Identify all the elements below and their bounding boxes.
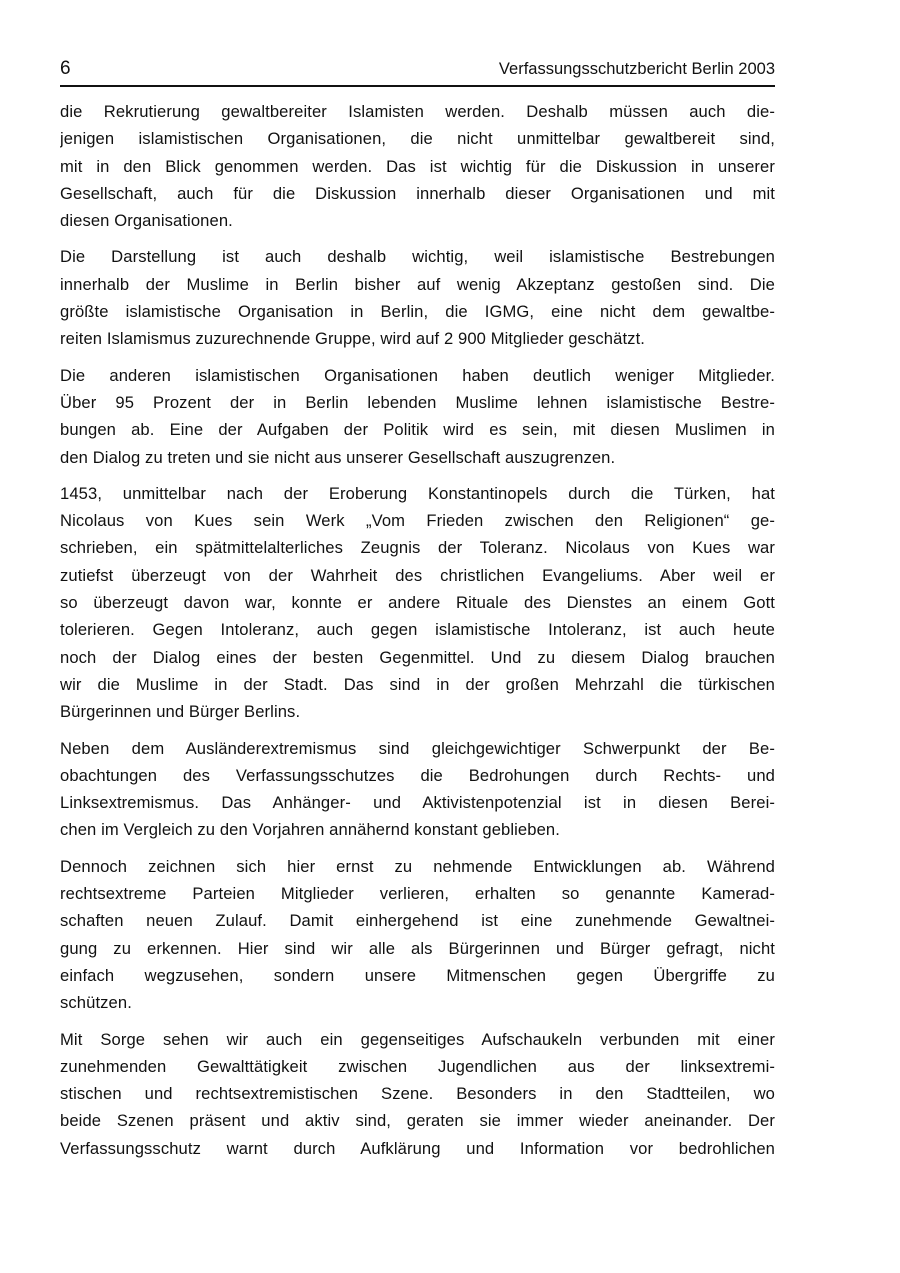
text-line: Mit Sorge sehen wir auch ein gegenseitiges Aufschaukeln verbunden mit einer [60, 1029, 775, 1049]
text-line: Über 95 Prozent der in Berlin lebenden Muslime lehnen islamistische Bestre- [60, 392, 775, 412]
text-line: Nicolaus von Kues sein Werk „Vom Frieden zwischen den Religionen“ ge- [60, 511, 775, 531]
text-line: beide Szenen präsent und aktiv sind, geraten sie immer wieder aneinander. Der [60, 1111, 775, 1131]
text-line: diesen Organisationen. [60, 211, 233, 231]
text-line: mit in den Blick genommen werden. Das ist wichtig für die Diskussion in unserer [60, 156, 775, 176]
text-line: tolerieren. Gegen Intoleranz, auch gegen islamistische Intoleranz, ist auch heute [60, 620, 775, 640]
text-line: wir die Muslime in der Stadt. Das sind in der großen Mehrzahl die türkischen [60, 674, 775, 694]
text-line: noch der Dialog eines der besten Gegenmittel. Und zu diesem Dialog brauchen [60, 647, 775, 667]
text-line: jenigen islamistischen Organisationen, die nicht unmittelbar gewaltbereit sind, [60, 129, 775, 149]
text-line: stischen und rechtsextremistischen Szene. Besonders in den Stadtteilen, wo [60, 1084, 775, 1104]
page-number: 6 [60, 58, 71, 79]
text-line: Neben dem Ausländerextremismus sind gleichgewichtiger Schwerpunkt der Be- [60, 738, 775, 758]
text-line: obachtungen des Verfassungsschutzes die Bedrohungen durch Rechts- und [60, 765, 775, 785]
paragraph [60, 480, 775, 726]
header-rule [60, 85, 775, 87]
paragraph [60, 735, 775, 844]
page-header [60, 58, 775, 80]
text-line: schaften neuen Zulauf. Damit einhergehend ist eine zunehmende Gewaltnei- [60, 911, 775, 931]
text-line: 1453, unmittelbar nach der Eroberung Konstantinopels durch die Türken, hat [60, 483, 775, 503]
paragraph [60, 98, 775, 234]
paragraph [60, 362, 775, 471]
paragraph [60, 243, 775, 352]
text-line: den Dialog zu treten und sie nicht aus unserer Gesellschaft auszugrenzen. [60, 447, 616, 467]
text-line: die Rekrutierung gewaltbereiter Islamisten werden. Deshalb müssen auch die- [60, 102, 775, 121]
text-line: reiten Islamismus zuzurechnende Gruppe, wird auf 2 900 Mitglieder geschätzt. [60, 329, 645, 349]
text-line: schützen. [60, 993, 132, 1013]
text-line: Gesellschaft, auch für die Diskussion innerhalb dieser Organisationen und mit [60, 183, 775, 203]
running-title: Verfassungsschutzbericht Berlin 2003 [498, 60, 775, 78]
text-line: schrieben, ein spätmittelalterliches Zeugnis der Toleranz. Nicolaus von Kues war [60, 538, 775, 558]
text-line: Die anderen islamistischen Organisationen haben deutlich weniger Mitglieder. [60, 365, 775, 385]
text-line: zutiefst überzeugt von der Wahrheit des christlichen Evangeliums. Aber weil er [60, 565, 775, 585]
text-line: gung zu erkennen. Hier sind wir alle als Bürgerinnen und Bürger gefragt, nicht [60, 938, 775, 958]
text-line: größte islamistische Organisation in Berlin, die IGMG, eine nicht dem gewaltbe- [60, 302, 775, 322]
text-line: Dennoch zeichnen sich hier ernst zu nehmende Entwicklungen ab. Während [60, 856, 775, 876]
text-line: innerhalb der Muslime in Berlin bisher auf wenig Akzeptanz gestoßen sind. Die [60, 274, 775, 294]
text-line: so überzeugt davon war, konnte er andere Rituale des Dienstes an einem Gott [60, 593, 775, 613]
text-line: Die Darstellung ist auch deshalb wichtig, weil islamistische Bestrebungen [60, 247, 775, 267]
text-line: Linksextremismus. Das Anhänger- und Aktivistenpotenzial ist in diesen Berei- [60, 793, 775, 813]
text-line: zunehmenden Gewalttätigkeit zwischen Jugendlichen aus der linksextremi- [60, 1056, 775, 1076]
text-line: chen im Vergleich zu den Vorjahren annähernd konstant geblieben. [60, 820, 560, 840]
text-line: rechtsextreme Parteien Mitglieder verlieren, erhalten so genannte Kamerad- [60, 884, 775, 904]
paragraph [60, 1026, 775, 1162]
text-line: Bürgerinnen und Bürger Berlins. [60, 702, 301, 722]
text-line: bungen ab. Eine der Aufgaben der Politik wird es sein, mit diesen Muslimen in [60, 420, 775, 440]
body-text [60, 98, 775, 1162]
text-line: einfach wegzusehen, sondern unsere Mitmenschen gegen Übergriffe zu [60, 965, 775, 985]
paragraph [60, 853, 775, 1017]
text-line: Verfassungsschutz warnt durch Aufklärung und Information vor bedrohlichen [60, 1138, 775, 1158]
